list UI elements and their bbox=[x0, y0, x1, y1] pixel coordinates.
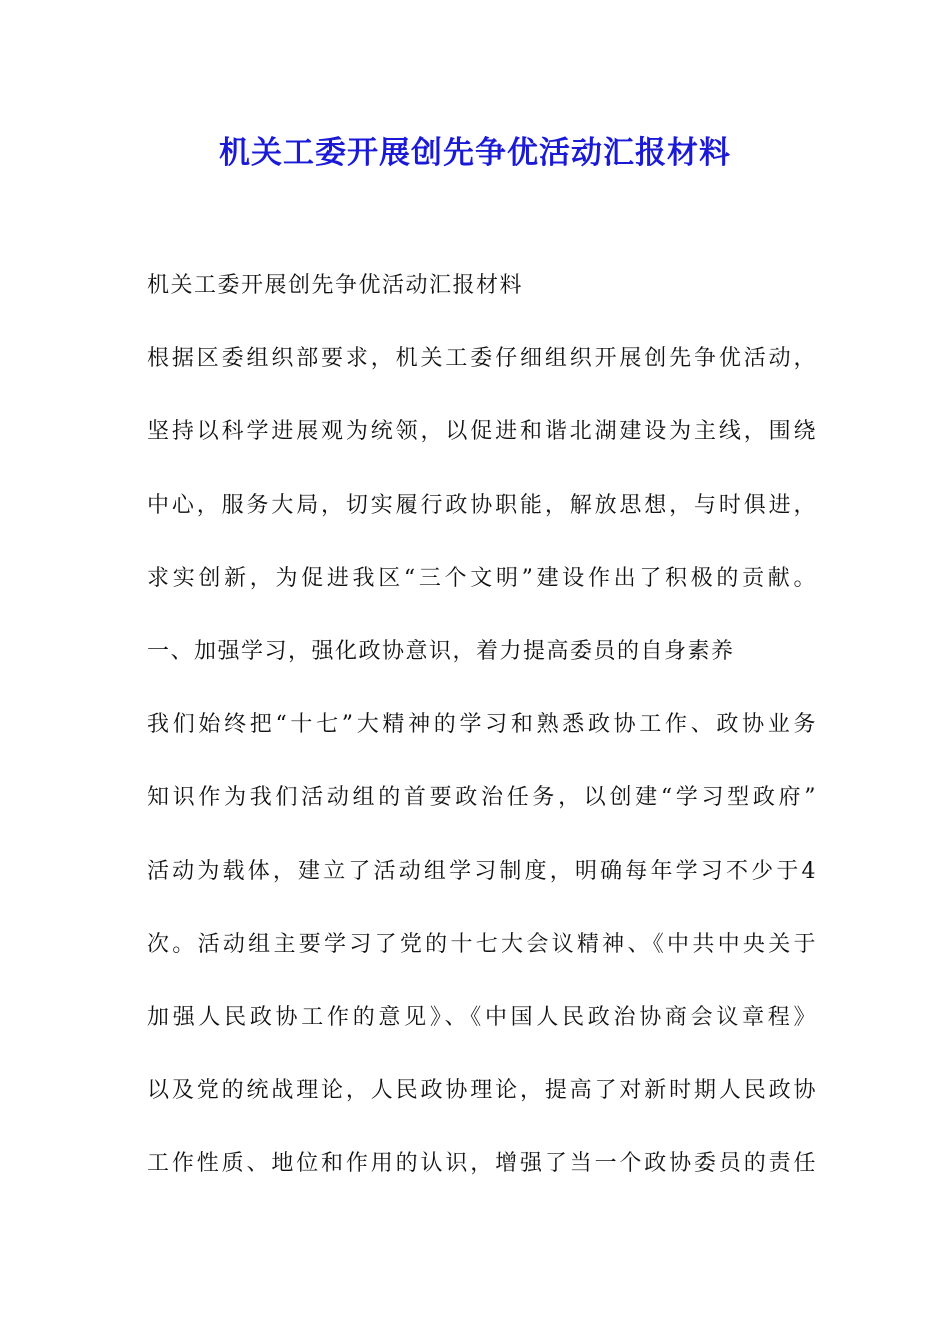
body-line: 知识作为我们活动组的首要政治任务，以创建“学习型政府” bbox=[147, 785, 817, 811]
body-line: 我们始终把“十七”大精神的学习和熟悉政协工作、政协业务 bbox=[147, 712, 817, 738]
body-line: 以及党的统战理论，人民政协理论，提高了对新时期人民政协 bbox=[147, 1078, 817, 1104]
body-line: 活动为载体，建立了活动组学习制度，明确每年学习不少于4 bbox=[147, 858, 817, 884]
body-line: 次。活动组主要学习了党的十七大会议精神、《中共中央关于 bbox=[147, 931, 817, 957]
document-title: 机关工委开展创先争优活动汇报材料 bbox=[219, 135, 731, 171]
body-line: 坚持以科学进展观为统领，以促进和谐北湖建设为主线，围绕 bbox=[147, 419, 817, 445]
document-body bbox=[147, 264, 817, 1215]
body-line: 工作性质、地位和作用的认识，增强了当一个政协委员的责任 bbox=[147, 1151, 817, 1177]
body-line: 加强人民政协工作的意见》、《中国人民政治协商会议章程》 bbox=[147, 1004, 817, 1030]
body-line: 中心，服务大局，切实履行政协职能，解放思想，与时俱进， bbox=[147, 492, 817, 518]
body-line: 求实创新，为促进我区“三个文明”建设作出了积极的贡献。 bbox=[147, 565, 817, 591]
body-line: 根据区委组织部要求，机关工委仔细组织开展创先争优活动， bbox=[147, 346, 817, 372]
section-heading: 一、加强学习，强化政协意识，着力提高委员的自身素养 bbox=[147, 638, 735, 664]
body-line-subtitle: 机关工委开展创先争优活动汇报材料 bbox=[147, 273, 524, 298]
